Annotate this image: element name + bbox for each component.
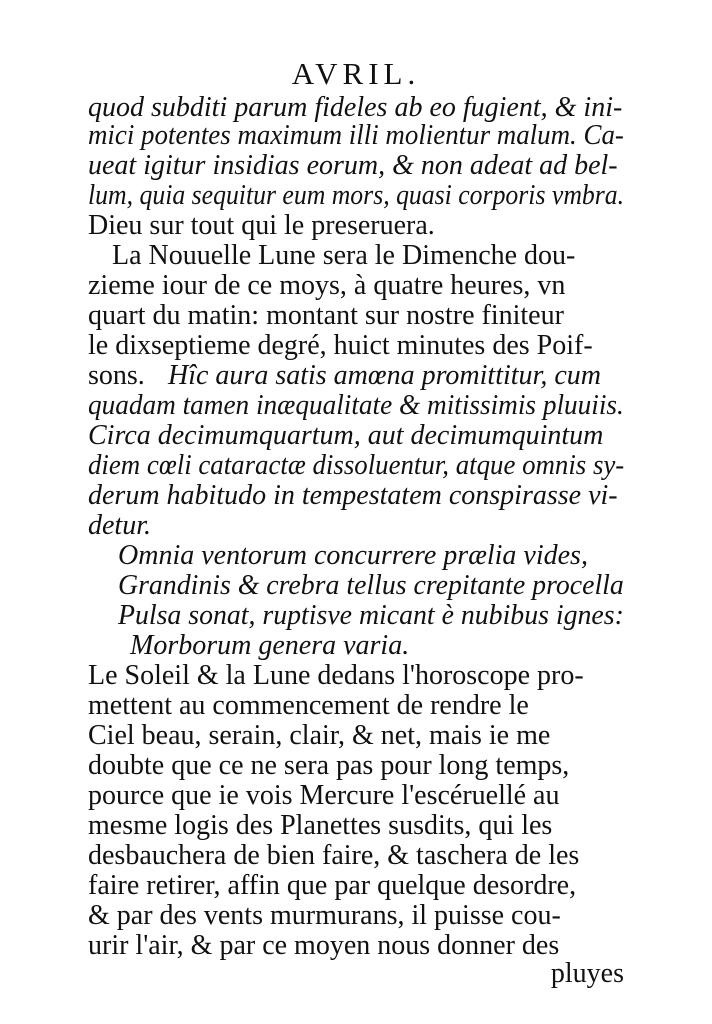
text-line: diem cœli cataractæ dissoluentur, atque omnis sy- xyxy=(88,450,625,481)
running-header: AVRIL. xyxy=(291,56,421,91)
text-line: ueat igitur insidias eorum, & non adeat ad bel- xyxy=(88,150,618,181)
verse-line: Morborum genera varia. xyxy=(130,630,410,661)
text-line: doubte que ce ne sera pas pour long temps, xyxy=(88,750,570,781)
text-line: quod subditi parum fideles ab eo fugient, & ini- xyxy=(88,92,623,123)
text-line: detur. xyxy=(88,510,151,541)
text-line: faire retirer, affin que par quelque desordre, xyxy=(88,870,577,901)
text-line: desbauchera de bien faire, & taschera de les xyxy=(88,840,580,871)
text-line: mesme logis des Planettes susdits, qui les xyxy=(88,810,553,841)
catchword: pluyes xyxy=(550,958,624,989)
verse-line: Pulsa sonat, ruptisve micant è nubibus ignes: xyxy=(118,600,624,631)
text-line: sons. xyxy=(88,360,145,391)
text-line: pource que ie vois Mercure l'escéruellé au xyxy=(88,780,560,811)
verse-line: Omnia ventorum concurrere prælia vides, xyxy=(118,540,588,571)
text-line: mettent au commencement de rendre le xyxy=(88,690,529,721)
text-line: le dixseptieme degré, huict minutes des Poif- xyxy=(88,330,593,361)
text-line: Dieu sur tout qui le preseruera. xyxy=(88,210,435,241)
text-line: La Nouuelle Lune sera le Dimenche dou- xyxy=(112,240,576,271)
text-line: Circa decimumquartum, aut decimumquintum xyxy=(88,420,604,451)
text-line: derum habitudo in tempestatem conspirasse vi- xyxy=(88,480,618,511)
verse-line: Grandinis & crebra tellus crepitante procella xyxy=(118,570,624,601)
text-line: & par des vents murmurans, il puisse cou- xyxy=(88,900,561,931)
text-line: zieme iour de ce moys, à quatre heures, vn xyxy=(88,270,566,301)
text-line: urir l'air, & par ce moyen nous donner des xyxy=(88,930,560,961)
text-line: mici potentes maximum illi molientur malum. Ca- xyxy=(88,120,624,151)
text-line: lum, quia sequitur eum mors, quasi corporis vmbra. xyxy=(88,180,625,211)
text-line: Ciel beau, serain, clair, & net, mais ie me xyxy=(88,720,551,751)
text-line: Le Soleil & la Lune dedans l'horoscope pro- xyxy=(88,660,584,691)
text-line: Hîc aura satis amœna promittitur, cum xyxy=(168,360,601,391)
text-line: quadam tamen inæqualitate & mitissimis pluuiis. xyxy=(88,390,624,421)
text-line: quart du matin: montant sur nostre finiteur xyxy=(88,300,564,331)
